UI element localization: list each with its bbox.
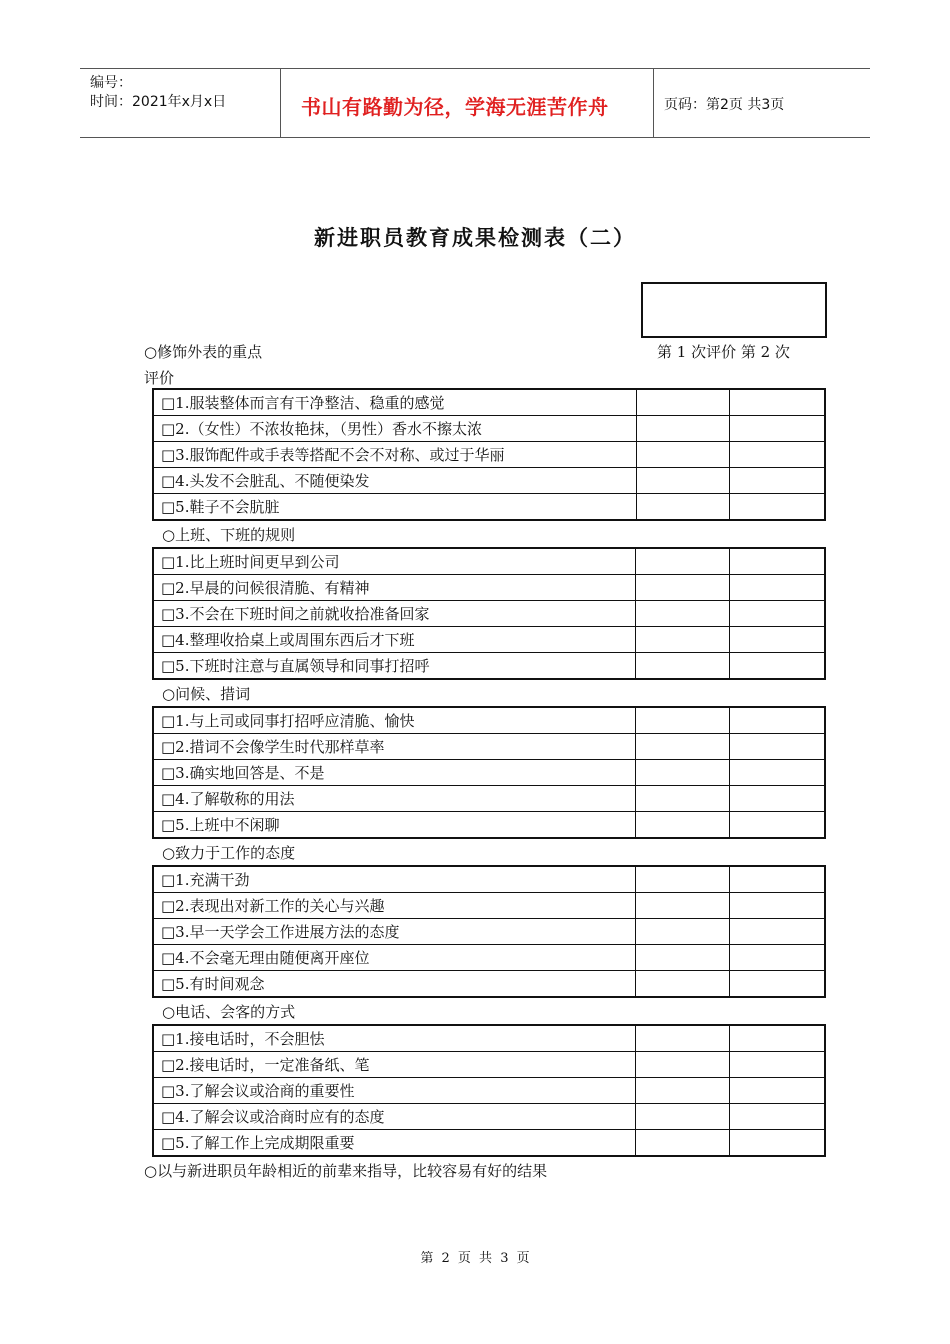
first-evaluation-cell[interactable] xyxy=(636,760,729,786)
section-heading: ○问候、措词 xyxy=(162,685,251,703)
first-evaluation-cell[interactable] xyxy=(636,734,729,760)
table-row xyxy=(153,548,825,575)
checklist-item: □1.与上司或同事打招呼应清脆、愉快 xyxy=(153,707,636,734)
table-row xyxy=(153,945,825,971)
checklist-item: □4.头发不会脏乱、不随便染发 xyxy=(153,468,637,494)
second-evaluation-cell[interactable] xyxy=(729,866,825,893)
second-evaluation-cell[interactable] xyxy=(729,1052,825,1078)
second-evaluation-cell[interactable] xyxy=(729,919,825,945)
checklist-item: □5.上班中不闲聊 xyxy=(153,812,636,839)
second-evaluation-cell[interactable] xyxy=(729,893,825,919)
table-row xyxy=(153,760,825,786)
checklist-item: □5.有时间观念 xyxy=(153,971,636,998)
table-row xyxy=(153,1025,825,1052)
checklist-table xyxy=(152,865,826,998)
second-evaluation-cell[interactable] xyxy=(729,707,825,734)
first-evaluation-cell[interactable] xyxy=(636,786,729,812)
first-evaluation-cell[interactable] xyxy=(637,468,730,494)
first-evaluation-cell[interactable] xyxy=(636,627,729,653)
first-evaluation-cell[interactable] xyxy=(636,575,729,601)
checklist-table xyxy=(152,706,826,839)
header-motto-cell xyxy=(281,69,654,137)
table-row xyxy=(153,866,825,893)
second-evaluation-cell[interactable] xyxy=(729,812,825,839)
second-evaluation-cell[interactable] xyxy=(730,416,825,442)
second-evaluation-cell[interactable] xyxy=(729,548,825,575)
table-row xyxy=(153,1130,825,1157)
evaluation-column-header-wrap: 评价 xyxy=(144,369,175,387)
second-evaluation-cell[interactable] xyxy=(729,601,825,627)
first-evaluation-cell[interactable] xyxy=(636,893,729,919)
second-evaluation-cell[interactable] xyxy=(729,653,825,680)
first-evaluation-cell[interactable] xyxy=(635,1104,729,1130)
checklist-item: □4.整理收拾桌上或周围东西后才下班 xyxy=(153,627,636,653)
first-evaluation-cell[interactable] xyxy=(636,653,729,680)
checklist-item: □1.比上班时间更早到公司 xyxy=(153,548,636,575)
checklist-item: □3.了解会议或洽商的重要性 xyxy=(153,1078,635,1104)
checklist-item: □5.下班时注意与直属领导和同事打招呼 xyxy=(153,653,636,680)
page-footer: 第 2 页 共 3 页 xyxy=(420,1251,530,1266)
checklist-item: □5.鞋子不会肮脏 xyxy=(153,494,637,521)
table-row xyxy=(153,494,825,521)
first-evaluation-cell[interactable] xyxy=(636,707,729,734)
section-heading: ○致力于工作的态度 xyxy=(162,844,296,862)
table-row xyxy=(153,919,825,945)
checklist-item: □3.服饰配件或手表等搭配不会不对称、或过于华丽 xyxy=(153,442,637,468)
header-meta-cell xyxy=(80,69,281,137)
second-evaluation-cell[interactable] xyxy=(729,1130,825,1157)
section-heading: ○电话、会客的方式 xyxy=(162,1003,296,1021)
checklist-item: □3.不会在下班时间之前就收拾准备回家 xyxy=(153,601,636,627)
signature-box xyxy=(641,282,827,338)
first-evaluation-cell[interactable] xyxy=(637,416,730,442)
first-evaluation-cell[interactable] xyxy=(636,548,729,575)
checklist-item: □2.（女性）不浓妆艳抹，（男性）香水不擦太浓 xyxy=(153,416,637,442)
checklist-table xyxy=(152,1024,826,1157)
table-row xyxy=(153,893,825,919)
table-row xyxy=(153,575,825,601)
checklist-item: □2.表现出对新工作的关心与兴趣 xyxy=(153,893,636,919)
table-row xyxy=(153,389,825,416)
header-page-code: 页码：第2页 共3页 xyxy=(664,97,785,113)
first-evaluation-cell[interactable] xyxy=(637,494,730,521)
second-evaluation-cell[interactable] xyxy=(730,494,825,521)
first-evaluation-cell[interactable] xyxy=(636,919,729,945)
header-page-cell xyxy=(654,69,870,137)
table-row xyxy=(153,707,825,734)
header-motto: 书山有路勤为径，学海无涯苦作舟 xyxy=(301,95,609,119)
evaluation-column-header: 第 1 次评价 第 2 次 xyxy=(657,343,790,361)
checklist-item: □2.接电话时，一定准备纸、笔 xyxy=(153,1052,635,1078)
table-row xyxy=(153,653,825,680)
second-evaluation-cell[interactable] xyxy=(729,1025,825,1052)
checklist-item: □1.充满干劲 xyxy=(153,866,636,893)
checklist-item: □3.确实地回答是、不是 xyxy=(153,760,636,786)
second-evaluation-cell[interactable] xyxy=(729,1078,825,1104)
first-evaluation-cell[interactable] xyxy=(635,1025,729,1052)
checklist-table xyxy=(152,547,826,680)
checklist-item: □2.措词不会像学生时代那样草率 xyxy=(153,734,636,760)
checklist-item: □3.早一天学会工作进展方法的态度 xyxy=(153,919,636,945)
second-evaluation-cell[interactable] xyxy=(729,734,825,760)
table-row xyxy=(153,812,825,839)
checklist-item: □4.不会毫无理由随便离开座位 xyxy=(153,945,636,971)
table-row xyxy=(153,627,825,653)
table-row xyxy=(153,734,825,760)
checklist-item: □4.了解会议或洽商时应有的态度 xyxy=(153,1104,635,1130)
page-title: 新进职员教育成果检测表（二） xyxy=(314,225,636,250)
first-evaluation-cell[interactable] xyxy=(636,971,729,998)
section-heading: ○上班、下班的规则 xyxy=(162,526,296,544)
first-evaluation-cell[interactable] xyxy=(635,1052,729,1078)
second-evaluation-cell[interactable] xyxy=(730,442,825,468)
table-row xyxy=(153,601,825,627)
checklist-item: □1.服装整体而言有干净整洁、稳重的感觉 xyxy=(153,389,637,416)
second-evaluation-cell[interactable] xyxy=(729,786,825,812)
checklist-item: □2.早晨的问候很清脆、有精神 xyxy=(153,575,636,601)
first-evaluation-cell[interactable] xyxy=(636,945,729,971)
second-evaluation-cell[interactable] xyxy=(729,627,825,653)
table-row xyxy=(153,442,825,468)
first-evaluation-cell[interactable] xyxy=(636,601,729,627)
table-row xyxy=(153,468,825,494)
checklist-item: □4.了解敬称的用法 xyxy=(153,786,636,812)
first-evaluation-cell[interactable] xyxy=(636,866,729,893)
table-row xyxy=(153,416,825,442)
first-evaluation-cell[interactable] xyxy=(635,1130,729,1157)
document-header xyxy=(80,68,870,138)
second-evaluation-cell[interactable] xyxy=(730,389,825,416)
checklist-item: □5.了解工作上完成期限重要 xyxy=(153,1130,635,1157)
checklist-item: □1.接电话时，不会胆怯 xyxy=(153,1025,635,1052)
second-evaluation-cell[interactable] xyxy=(729,945,825,971)
document-number-label: 编号： xyxy=(90,75,132,91)
second-evaluation-cell[interactable] xyxy=(729,575,825,601)
first-evaluation-cell[interactable] xyxy=(636,812,729,839)
second-evaluation-cell[interactable] xyxy=(730,468,825,494)
table-row xyxy=(153,786,825,812)
document-time-label: 时间：2021年x月x日 xyxy=(90,94,227,110)
first-evaluation-cell[interactable] xyxy=(637,389,730,416)
second-evaluation-cell[interactable] xyxy=(729,971,825,998)
second-evaluation-cell[interactable] xyxy=(729,1104,825,1130)
table-row xyxy=(153,971,825,998)
section-heading: ○修饰外表的重点 xyxy=(144,343,263,361)
second-evaluation-cell[interactable] xyxy=(729,760,825,786)
table-row xyxy=(153,1104,825,1130)
first-evaluation-cell[interactable] xyxy=(635,1078,729,1104)
table-row xyxy=(153,1052,825,1078)
closing-note: ○以与新进职员年龄相近的前辈来指导，比较容易有好的结果 xyxy=(144,1162,548,1180)
checklist-table xyxy=(152,388,826,521)
first-evaluation-cell[interactable] xyxy=(637,442,730,468)
table-row xyxy=(153,1078,825,1104)
